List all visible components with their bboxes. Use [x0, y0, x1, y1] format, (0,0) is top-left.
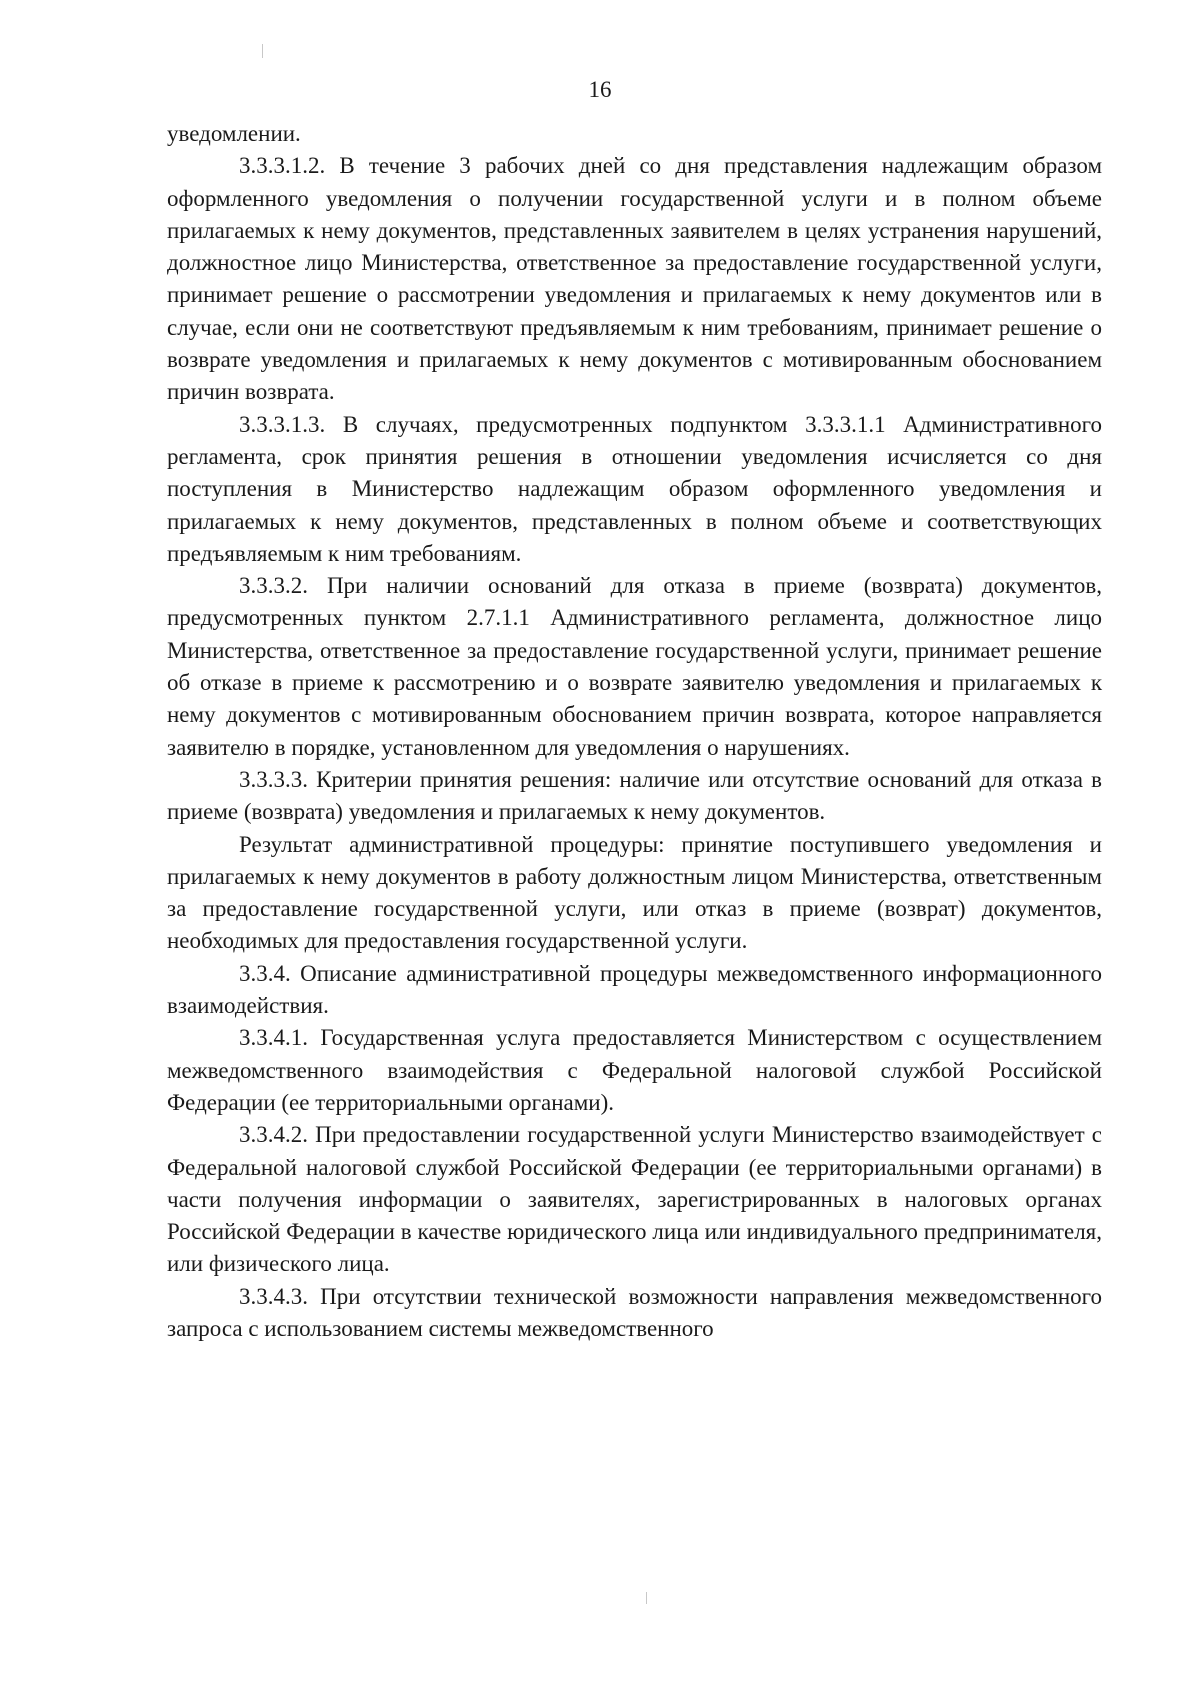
- paragraph-result: Результат административной процедуры: принятие поступившего уведомления и прилагаемых к нему документов в работу должностным лицом Министерства, ответственным за предоставление государственной услуги, или отказ в приеме (возврат) документов, необходимых для предоставления государственной услуги.: [167, 831, 1102, 954]
- paragraph-3-3-4-3: 3.3.4.3. При отсутствии технической возможности направления межведомственного запроса с использованием системы межведомственного: [167, 1283, 1102, 1341]
- paragraph-3-3-3-3: 3.3.3.3. Критерии принятия решения: наличие или отсутствие оснований для отказа в приеме (возврата) уведомления и прилагаемых к нему документов.: [167, 766, 1102, 825]
- document-body: [167, 118, 1102, 1345]
- paragraph-3-3-3-2: 3.3.3.2. При наличии оснований для отказа в приеме (возврата) документов, предусмотренных пунктом 2.7.1.1 Административного регламента, должностное лицо Министерства, ответственное за предоставление государственной услуги, принимает решение об отказе в приеме к рассмотрению и о возврате заявителю уведомления и прилагаемых к нему документов с мотивированным обоснованием причин возврата, которое направляется заявителю в порядке, установленном для уведомления о нарушениях.: [167, 573, 1102, 760]
- paragraph-3-3-3-1-2: 3.3.3.1.2. В течение 3 рабочих дней со дня представления надлежащим образом оформленного уведомления о получении государственной услуги и в полном объеме прилагаемых к нему документов, представленных заявителем в целях устранения нарушений, должностное лицо Министерства, ответственное за предоставление государственной услуги, принимает решение о рассмотрении уведомления и прилагаемых к нему документов или в случае, если они не соответствуют предъявляемым к ним требованиям, принимает решение о возврате уведомления и прилагаемых к нему документов с мотивированным обоснованием причин возврата.: [167, 153, 1102, 405]
- scan-artifact-mark: [646, 1592, 647, 1604]
- paragraph-3-3-4-1: 3.3.4.1. Государственная услуга предоставляется Министерством с осуществлением межведомственного взаимодействия с Федеральной налоговой службой Российской Федерации (ее территориальными органами).: [167, 1025, 1102, 1115]
- paragraph-3-3-4-2: 3.3.4.2. При предоставлении государственной услуги Министерство взаимодействует с Федеральной налоговой службой Российской Федерации (ее территориальными органами) в части получения информации о заявителях, зарегистрированных в налоговых органах Российской Федерации в качестве юридического лица или индивидуального предпринимателя, или физического лица.: [167, 1122, 1102, 1277]
- paragraph-3-3-3-1-3: 3.3.3.1.3. В случаях, предусмотренных подпунктом 3.3.3.1.1 Административного регламента, срок принятия решения в отношении уведомления исчисляется со дня поступления в Министерство надлежащим образом оформленного уведомления и прилагаемых к нему документов, представленных в полном объеме и соответствующих предъявляемым к ним требованиям.: [167, 411, 1102, 566]
- page-number: 16: [588, 77, 612, 102]
- scan-artifact-mark: [262, 44, 263, 58]
- paragraph-3-3-4: 3.3.4. Описание административной процедуры межведомственного информационного взаимодействия.: [167, 960, 1102, 1019]
- paragraph-continuation: уведомлении.: [167, 121, 301, 146]
